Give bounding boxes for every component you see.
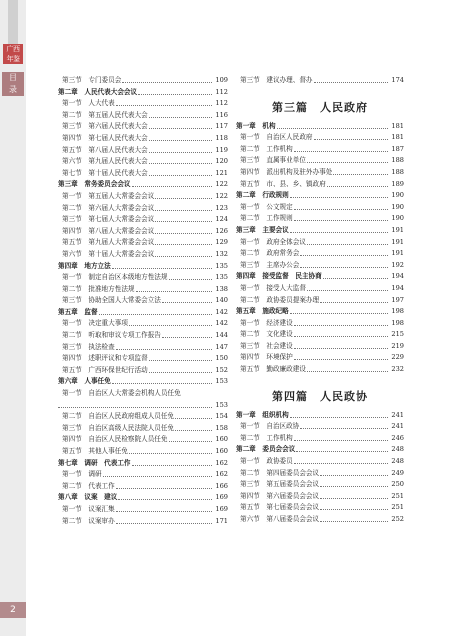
toc-entry-title: 第一节 接受人大监督 <box>240 283 306 292</box>
toc-page-number: 251 <box>390 502 404 514</box>
toc-page-number: 229 <box>390 352 404 364</box>
toc-entry-title: 第六节 第八届委员会会议 <box>240 515 320 523</box>
toc-entry-title: 第五节 第八届人民代表大会 <box>62 145 148 154</box>
toc-chapter-entry[interactable] <box>58 458 228 470</box>
toc-entry-title: 第一节 政府全体会议 <box>240 237 306 246</box>
toc-chapter-entry[interactable] <box>58 261 228 273</box>
toc-page-number: 135 <box>214 261 228 273</box>
toc-entry-title: 第三节 第五届委员会会议 <box>240 480 320 489</box>
toc-entry-title: 第一节 决定重大事项 <box>62 319 128 328</box>
toc-leader-dots <box>300 428 388 429</box>
toc-section-entry[interactable] <box>236 329 404 341</box>
toc-leader-dots <box>277 128 388 129</box>
sidebar <box>0 0 26 636</box>
toc-entry-title: 第一节 公文规定 <box>240 202 293 211</box>
toc-part-heading: 第三篇 人民政府 <box>272 100 368 114</box>
toc-page-number: 191 <box>390 248 404 260</box>
toc-chapter-entry[interactable] <box>236 121 404 133</box>
toc-entry-title: 第三节 第六届人民代表大会 <box>62 122 148 131</box>
toc-section-entry[interactable] <box>236 144 404 156</box>
toc-entry-title: 第二节 第五届人民代表大会 <box>62 110 148 119</box>
toc-page-number: 251 <box>390 491 404 503</box>
toc-page-number: 187 <box>390 144 404 156</box>
toc-leader-dots <box>112 383 212 384</box>
toc-entry-title: 第一章 机构 <box>236 121 276 130</box>
toc-leader-dots <box>149 152 212 153</box>
toc-page-number: 162 <box>214 469 228 481</box>
toc-page-number: 119 <box>214 145 228 157</box>
toc-leader-dots <box>116 523 212 524</box>
toc-page-number: 162 <box>214 458 228 470</box>
toc-page-number: 160 <box>214 434 228 446</box>
toc-entry-title: 第一节 经济建设 <box>240 318 293 327</box>
toc-section-entry[interactable] <box>236 167 404 179</box>
toc-entry-title: 第二节 政协委员提案办理 <box>240 295 320 304</box>
toc-page-number: 152 <box>214 365 228 377</box>
toc-leader-dots <box>314 82 388 83</box>
toc-leader-dots <box>307 290 388 291</box>
toc-leader-dots <box>155 233 212 234</box>
toc-leader-dots <box>116 511 212 512</box>
toc-leader-dots <box>155 256 212 257</box>
toc-leader-dots <box>290 313 388 314</box>
toc-chapter-entry[interactable] <box>236 444 404 456</box>
toc-page-number: 140 <box>214 295 228 307</box>
toc-page-number: 160 <box>214 446 228 458</box>
toc-leader-dots <box>327 186 388 187</box>
toc-page-number: 132 <box>214 249 228 261</box>
toc-entry-title: 第一节 自治区政协 <box>240 422 300 431</box>
toc-section-entry[interactable] <box>236 295 404 307</box>
toc-section-entry[interactable] <box>58 516 228 528</box>
toc-page-number: 169 <box>214 492 228 504</box>
toc-entry-title: 第一节 政协委员 <box>240 457 293 466</box>
toc-entry-title: 第五节 广西环保世纪行活动 <box>62 365 148 374</box>
toc-entry-title: 第六章 人事任免 <box>58 377 111 386</box>
toc-page-number: 219 <box>390 341 404 353</box>
toc-section-entry[interactable] <box>58 214 228 226</box>
toc-entry-title: 第三章 主要会议 <box>236 225 289 234</box>
toc-leader-dots <box>294 348 388 349</box>
toc-leader-dots <box>155 221 212 222</box>
toc-entry-title: 第三节 主席办公会 <box>240 260 300 269</box>
toc-section-entry[interactable] <box>236 502 404 514</box>
toc-page-number: 192 <box>390 260 404 272</box>
toc-leader-dots <box>320 521 388 522</box>
toc-page-number: 215 <box>390 329 404 341</box>
toc-section-entry[interactable] <box>236 260 404 272</box>
page-number: 2 <box>0 602 26 618</box>
toc-section-entry[interactable] <box>58 203 228 215</box>
toc-section-entry[interactable] <box>58 365 228 377</box>
toc-section-entry[interactable] <box>58 156 228 168</box>
toc-section-entry[interactable] <box>58 98 228 110</box>
toc-page-number: 189 <box>390 179 404 191</box>
toc-entry-title: 第二章 人民代表大会会议 <box>58 87 138 96</box>
toc-page-number: 122 <box>214 179 228 191</box>
toc-leader-dots <box>320 509 388 510</box>
toc-page-number: 241 <box>390 410 404 422</box>
toc-page-number: 158 <box>214 423 228 435</box>
toc-leader-dots <box>118 499 212 500</box>
toc-entry-title: 第二节 第四届委员会会议 <box>240 468 320 477</box>
toc-page-number: 188 <box>390 155 404 167</box>
toc-leader-dots <box>116 488 212 489</box>
toc-page-number: 232 <box>390 364 404 376</box>
toc-page-number: 191 <box>390 237 404 249</box>
toc-section-entry[interactable] <box>58 249 228 261</box>
toc-page-number: 174 <box>390 75 404 87</box>
toc-page-number: 150 <box>214 353 228 365</box>
toc-section-entry[interactable] <box>58 75 228 87</box>
toc-page-number: 190 <box>390 202 404 214</box>
toc-leader-dots <box>294 209 388 210</box>
toc-leader-dots <box>169 441 212 442</box>
toc-leader-dots <box>149 360 212 361</box>
toc-section-entry[interactable] <box>58 388 228 411</box>
toc-page-number: 249 <box>390 468 404 480</box>
toc-entry-title: 第四章 接受监督 民主协商 <box>236 272 322 281</box>
toc-entry-title: 第三节 建议办理、督办 <box>240 76 313 84</box>
toc-entry-title: 第一节 自治区人民政府 <box>240 133 313 142</box>
toc-section-entry[interactable] <box>236 318 404 330</box>
toc-leader-dots <box>294 440 388 441</box>
toc-part-heading: 第四篇 人民政协 <box>272 389 368 403</box>
toc-leader-dots <box>132 465 212 466</box>
toc-entry-title: 第四节 第八届人大常委会会议 <box>62 226 155 235</box>
toc-entry-title: 第四节 第六届委员会会议 <box>240 491 320 500</box>
toc-chapter-entry[interactable] <box>236 271 404 283</box>
toc-leader-dots <box>300 267 388 268</box>
toc-page-number: 123 <box>214 203 228 215</box>
toc-entry-title: 第五章 监督 <box>58 307 98 316</box>
toc-page-number: 147 <box>214 342 228 354</box>
toc-leader-dots <box>314 139 388 140</box>
toc-page-number: 194 <box>390 271 404 283</box>
toc-section-entry[interactable] <box>58 353 228 365</box>
toc-section-entry[interactable] <box>236 479 404 491</box>
toc-section-entry[interactable] <box>236 364 404 376</box>
toc-page-number: 241 <box>390 421 404 433</box>
toc-section-entry[interactable] <box>236 75 404 87</box>
toc-page-number: 144 <box>214 330 228 342</box>
toc-page-number: 153 <box>214 376 228 388</box>
toc-entry-title: 第二节 议案审办 <box>62 516 115 525</box>
seal-line: 年鉴 <box>6 55 20 63</box>
toc-section-entry[interactable] <box>236 491 404 503</box>
toc-page-number: 126 <box>214 226 228 238</box>
toc-entry-title: 第二节 政府常务会 <box>240 249 300 258</box>
toc-leader-dots <box>116 105 212 106</box>
toc-leader-dots <box>307 162 388 163</box>
toc-page-number: 248 <box>390 444 404 456</box>
toc-page-number: 197 <box>390 295 404 307</box>
toc-page-number: 117 <box>214 121 228 133</box>
toc-entry-title: 第一章 组织机构 <box>236 410 289 419</box>
toc-entry-title: 第三节 自治区高级人民法院人员任免 <box>62 423 175 432</box>
toc-entry-title: 第一节 议案汇集 <box>62 504 115 513</box>
toc-leader-dots <box>155 210 212 211</box>
toc-leader-dots <box>294 325 388 326</box>
toc-leader-dots <box>294 359 388 360</box>
toc-leader-dots <box>58 407 212 408</box>
toc-page-number: 171 <box>214 516 228 528</box>
toc-leader-dots <box>162 337 212 338</box>
toc-section-entry[interactable] <box>236 248 404 260</box>
toc-entry-title: 第六节 第九届人民代表大会 <box>62 157 148 166</box>
toc-leader-dots <box>149 117 212 118</box>
toc-page-number: 135 <box>214 272 228 284</box>
toc-entry-title: 第四节 派出机构及驻外办事处 <box>240 167 333 176</box>
toc-entry-title: 第三节 执法检查 <box>62 342 115 351</box>
toc-leader-dots <box>149 372 212 373</box>
toc-section-entry[interactable] <box>236 202 404 214</box>
toc-entry-title: 第五节 其他人事任免 <box>62 447 128 455</box>
toc-section-entry[interactable] <box>58 168 228 180</box>
toc-entry-title: 第二节 第六届人大常委会会议 <box>62 203 155 212</box>
toc-leader-dots <box>136 291 212 292</box>
toc-section-entry[interactable] <box>58 295 228 307</box>
toc-page-number: 122 <box>214 191 228 203</box>
toc-leader-dots <box>138 94 212 95</box>
toc-entry-title: 第二节 自治区人民政府组成人员任免 <box>62 412 175 421</box>
toc-section-entry[interactable] <box>58 342 228 354</box>
toc-section-entry[interactable] <box>236 456 404 468</box>
toc-page-number: 246 <box>390 433 404 445</box>
toc-entry-title: 第五节 市、县、乡、镇政府 <box>240 179 326 188</box>
toc-section-entry[interactable] <box>236 213 404 225</box>
toc-leader-dots <box>149 128 212 129</box>
toc-chapter-entry[interactable] <box>58 179 228 191</box>
toc-leader-dots <box>290 232 388 233</box>
toc-page-number: 153 <box>214 400 228 412</box>
toc-section-entry[interactable] <box>58 237 228 249</box>
toc-page-number: 112 <box>214 98 228 110</box>
toc-entry-title: 第四节 第七届人民代表大会 <box>62 133 148 142</box>
toc-entry-title: 第四节 环境保护 <box>240 353 293 362</box>
toc-leader-dots <box>175 418 212 419</box>
toc-leader-dots <box>290 197 388 198</box>
toc-section-entry[interactable] <box>58 145 228 157</box>
toc-page-number: 142 <box>214 307 228 319</box>
toc-leader-dots <box>129 325 212 326</box>
toc-entry-title: 第二节 文化建设 <box>240 330 293 339</box>
toc-entry-title: 第七章 调研 代表工作 <box>58 458 131 467</box>
toc-section-entry[interactable] <box>58 318 228 330</box>
toc-entry-title: 第二章 行政规则 <box>236 191 289 200</box>
toc-page-number: 181 <box>390 121 404 133</box>
toc-entry-title: 第四节 自治区人民检察院人员任免 <box>62 435 168 444</box>
toc-section-entry[interactable] <box>236 421 404 433</box>
toc-page-number: 120 <box>214 156 228 168</box>
toc-chapter-entry[interactable] <box>236 410 404 422</box>
toc-entry-title: 第一节 调研 <box>62 470 102 479</box>
toc-leader-dots <box>129 453 212 454</box>
toc-page-number: 118 <box>214 133 228 145</box>
toc-leader-dots <box>323 278 388 279</box>
toc-leader-dots <box>99 314 212 315</box>
toc-entry-title: 第三节 专门委员会 <box>62 76 122 84</box>
toc-chapter-entry[interactable] <box>236 190 404 202</box>
toc-entry-title: 第六节 第十届人大常委会会议 <box>62 249 155 258</box>
toc-chapter-entry[interactable] <box>58 492 228 504</box>
toc-entry-title: 第三节 社会建设 <box>240 341 293 350</box>
toc-spacer <box>236 376 404 384</box>
toc-leader-dots <box>294 151 388 152</box>
toc-leader-dots <box>149 163 212 164</box>
toc-chapter-entry[interactable] <box>58 87 228 99</box>
toc-entry-title: 第三节 协助全国人大常委会立法 <box>62 296 161 305</box>
contents-tab-char: 目 <box>9 73 17 82</box>
toc-page-number: 188 <box>390 167 404 179</box>
toc-leader-dots <box>116 349 212 350</box>
toc-entry-title: 第一节 第五届人大常委会会议 <box>62 191 155 200</box>
toc-chapter-entry[interactable] <box>236 225 404 237</box>
toc-section-entry[interactable] <box>236 237 404 249</box>
toc-page-number: 109 <box>214 75 228 87</box>
sidebar-stripe <box>8 0 18 44</box>
toc-entry-title: 第二节 工作机构 <box>240 433 293 442</box>
toc-leader-dots <box>162 302 212 303</box>
toc-section-entry[interactable] <box>58 330 228 342</box>
toc-page-number: 250 <box>390 479 404 491</box>
toc-leader-dots <box>122 82 212 83</box>
toc-chapter-entry[interactable] <box>58 307 228 319</box>
toc-page-number: 190 <box>390 213 404 225</box>
toc-entry-title: 第二节 代表工作 <box>62 481 115 490</box>
toc-page-number: 129 <box>214 237 228 249</box>
toc-section-entry[interactable] <box>236 514 404 526</box>
toc-leader-dots <box>294 336 388 337</box>
toc-entry-title: 第五节 第九届人大常委会会议 <box>62 238 155 247</box>
toc-leader-dots <box>320 498 388 499</box>
toc-section-entry[interactable] <box>58 272 228 284</box>
toc-section-entry[interactable] <box>236 283 404 295</box>
toc-chapter-entry[interactable] <box>58 376 228 388</box>
toc-leader-dots <box>320 486 388 487</box>
toc-section-entry[interactable] <box>236 352 404 364</box>
toc-leader-dots <box>132 186 212 187</box>
toc-leader-dots <box>155 244 212 245</box>
toc-page-number: 252 <box>390 514 404 526</box>
toc-leader-dots <box>290 417 388 418</box>
toc-page-number: 138 <box>214 284 228 296</box>
toc-section-entry[interactable] <box>58 469 228 481</box>
toc-left-column <box>58 75 228 527</box>
toc-page-number: 154 <box>214 411 228 423</box>
toc-section-entry[interactable] <box>58 110 228 122</box>
toc-leader-dots <box>294 220 388 221</box>
toc-entry-title: 第八章 议案 建议 <box>58 493 118 502</box>
toc-page-number: 248 <box>390 456 404 468</box>
toc-section-entry[interactable] <box>58 226 228 238</box>
toc-page-number: 169 <box>214 504 228 516</box>
toc-leader-dots <box>300 255 388 256</box>
toc-entry-title: 第一节 自治区人大常委会机构人员任免 <box>62 389 181 398</box>
toc-section-entry[interactable] <box>236 468 404 480</box>
toc-section-entry[interactable] <box>236 341 404 353</box>
toc-leader-dots <box>149 140 212 141</box>
toc-entry-title: 第四节 述职评议和专项监督 <box>62 354 148 363</box>
toc-leader-dots <box>103 476 212 477</box>
toc-entry-title: 第二节 听取和审议专项工作报告 <box>62 331 161 340</box>
toc-entry-title: 第三节 第七届人大常委会会议 <box>62 215 155 224</box>
yearbook-seal-logo <box>3 44 23 64</box>
toc-leader-dots <box>296 451 388 452</box>
contents-tab-char: 录 <box>9 85 17 94</box>
toc-entry-title: 第二节 批准地方性法规 <box>62 284 135 293</box>
toc-leader-dots <box>307 244 388 245</box>
toc-leader-dots <box>333 174 388 175</box>
toc-leader-dots <box>175 430 212 431</box>
toc-entry-title: 第二章 委员会会议 <box>236 445 296 454</box>
toc-page-number: 142 <box>214 318 228 330</box>
toc-section-entry[interactable] <box>236 155 404 167</box>
toc-page-number: 181 <box>390 132 404 144</box>
toc-section-entry[interactable] <box>58 191 228 203</box>
toc-section-entry[interactable] <box>58 504 228 516</box>
toc-leader-dots <box>149 175 212 176</box>
toc-entry-title: 第一节 制定自治区本级地方性法规 <box>62 273 168 282</box>
toc-page-number: 124 <box>214 214 228 226</box>
toc-section-entry[interactable] <box>236 433 404 445</box>
toc-entry-title: 第一节 人大代表 <box>62 99 115 108</box>
toc-page-number: 198 <box>390 306 404 318</box>
toc-section-entry[interactable] <box>236 132 404 144</box>
toc-leader-dots <box>320 475 388 476</box>
toc-page-number: 166 <box>214 481 228 493</box>
toc-page-number: 112 <box>214 87 228 99</box>
toc-leader-dots <box>307 371 388 372</box>
toc-section-entry[interactable] <box>58 481 228 493</box>
toc-leader-dots <box>320 302 388 303</box>
toc-right-column <box>236 75 404 526</box>
toc-section-entry[interactable] <box>236 179 404 191</box>
toc-entry-title: 第三章 常务委员会会议 <box>58 180 131 189</box>
toc-leader-dots <box>155 198 212 199</box>
toc-entry-title: 第二节 工作规则 <box>240 214 293 223</box>
toc-section-entry[interactable] <box>58 121 228 133</box>
toc-spacer <box>236 87 404 95</box>
toc-page-number: 191 <box>390 225 404 237</box>
toc-section-entry[interactable] <box>58 284 228 296</box>
toc-entry-title: 第五节 第七届委员会会议 <box>240 503 320 512</box>
toc-page-number: 121 <box>214 168 228 180</box>
toc-section-entry[interactable] <box>58 423 228 435</box>
toc-section-entry[interactable] <box>58 434 228 446</box>
toc-entry-title: 第五节 勤政廉政建设 <box>240 365 306 374</box>
seal-line: 广西 <box>6 45 20 53</box>
toc-leader-dots <box>169 279 212 280</box>
toc-entry-title: 第四章 地方立法 <box>58 261 111 270</box>
toc-page-number: 116 <box>214 110 228 122</box>
toc-entry-title: 第七节 第十届人民代表大会 <box>62 168 148 177</box>
toc-entry-title: 第五章 施政纪略 <box>236 307 289 316</box>
toc-section-entry[interactable] <box>58 446 228 458</box>
toc-entry-title: 第二节 工作机构 <box>240 144 293 153</box>
toc-section-entry[interactable] <box>58 133 228 145</box>
toc-leader-dots <box>112 268 212 269</box>
toc-chapter-entry[interactable] <box>236 306 404 318</box>
toc-page-number: 190 <box>390 190 404 202</box>
contents-tab <box>2 72 24 96</box>
toc-leader-dots <box>294 463 388 464</box>
toc-page-number: 194 <box>390 283 404 295</box>
toc-entry-title: 第三节 直属事业单位 <box>240 156 306 165</box>
toc-section-entry[interactable] <box>58 411 228 423</box>
toc-page-number: 198 <box>390 318 404 330</box>
